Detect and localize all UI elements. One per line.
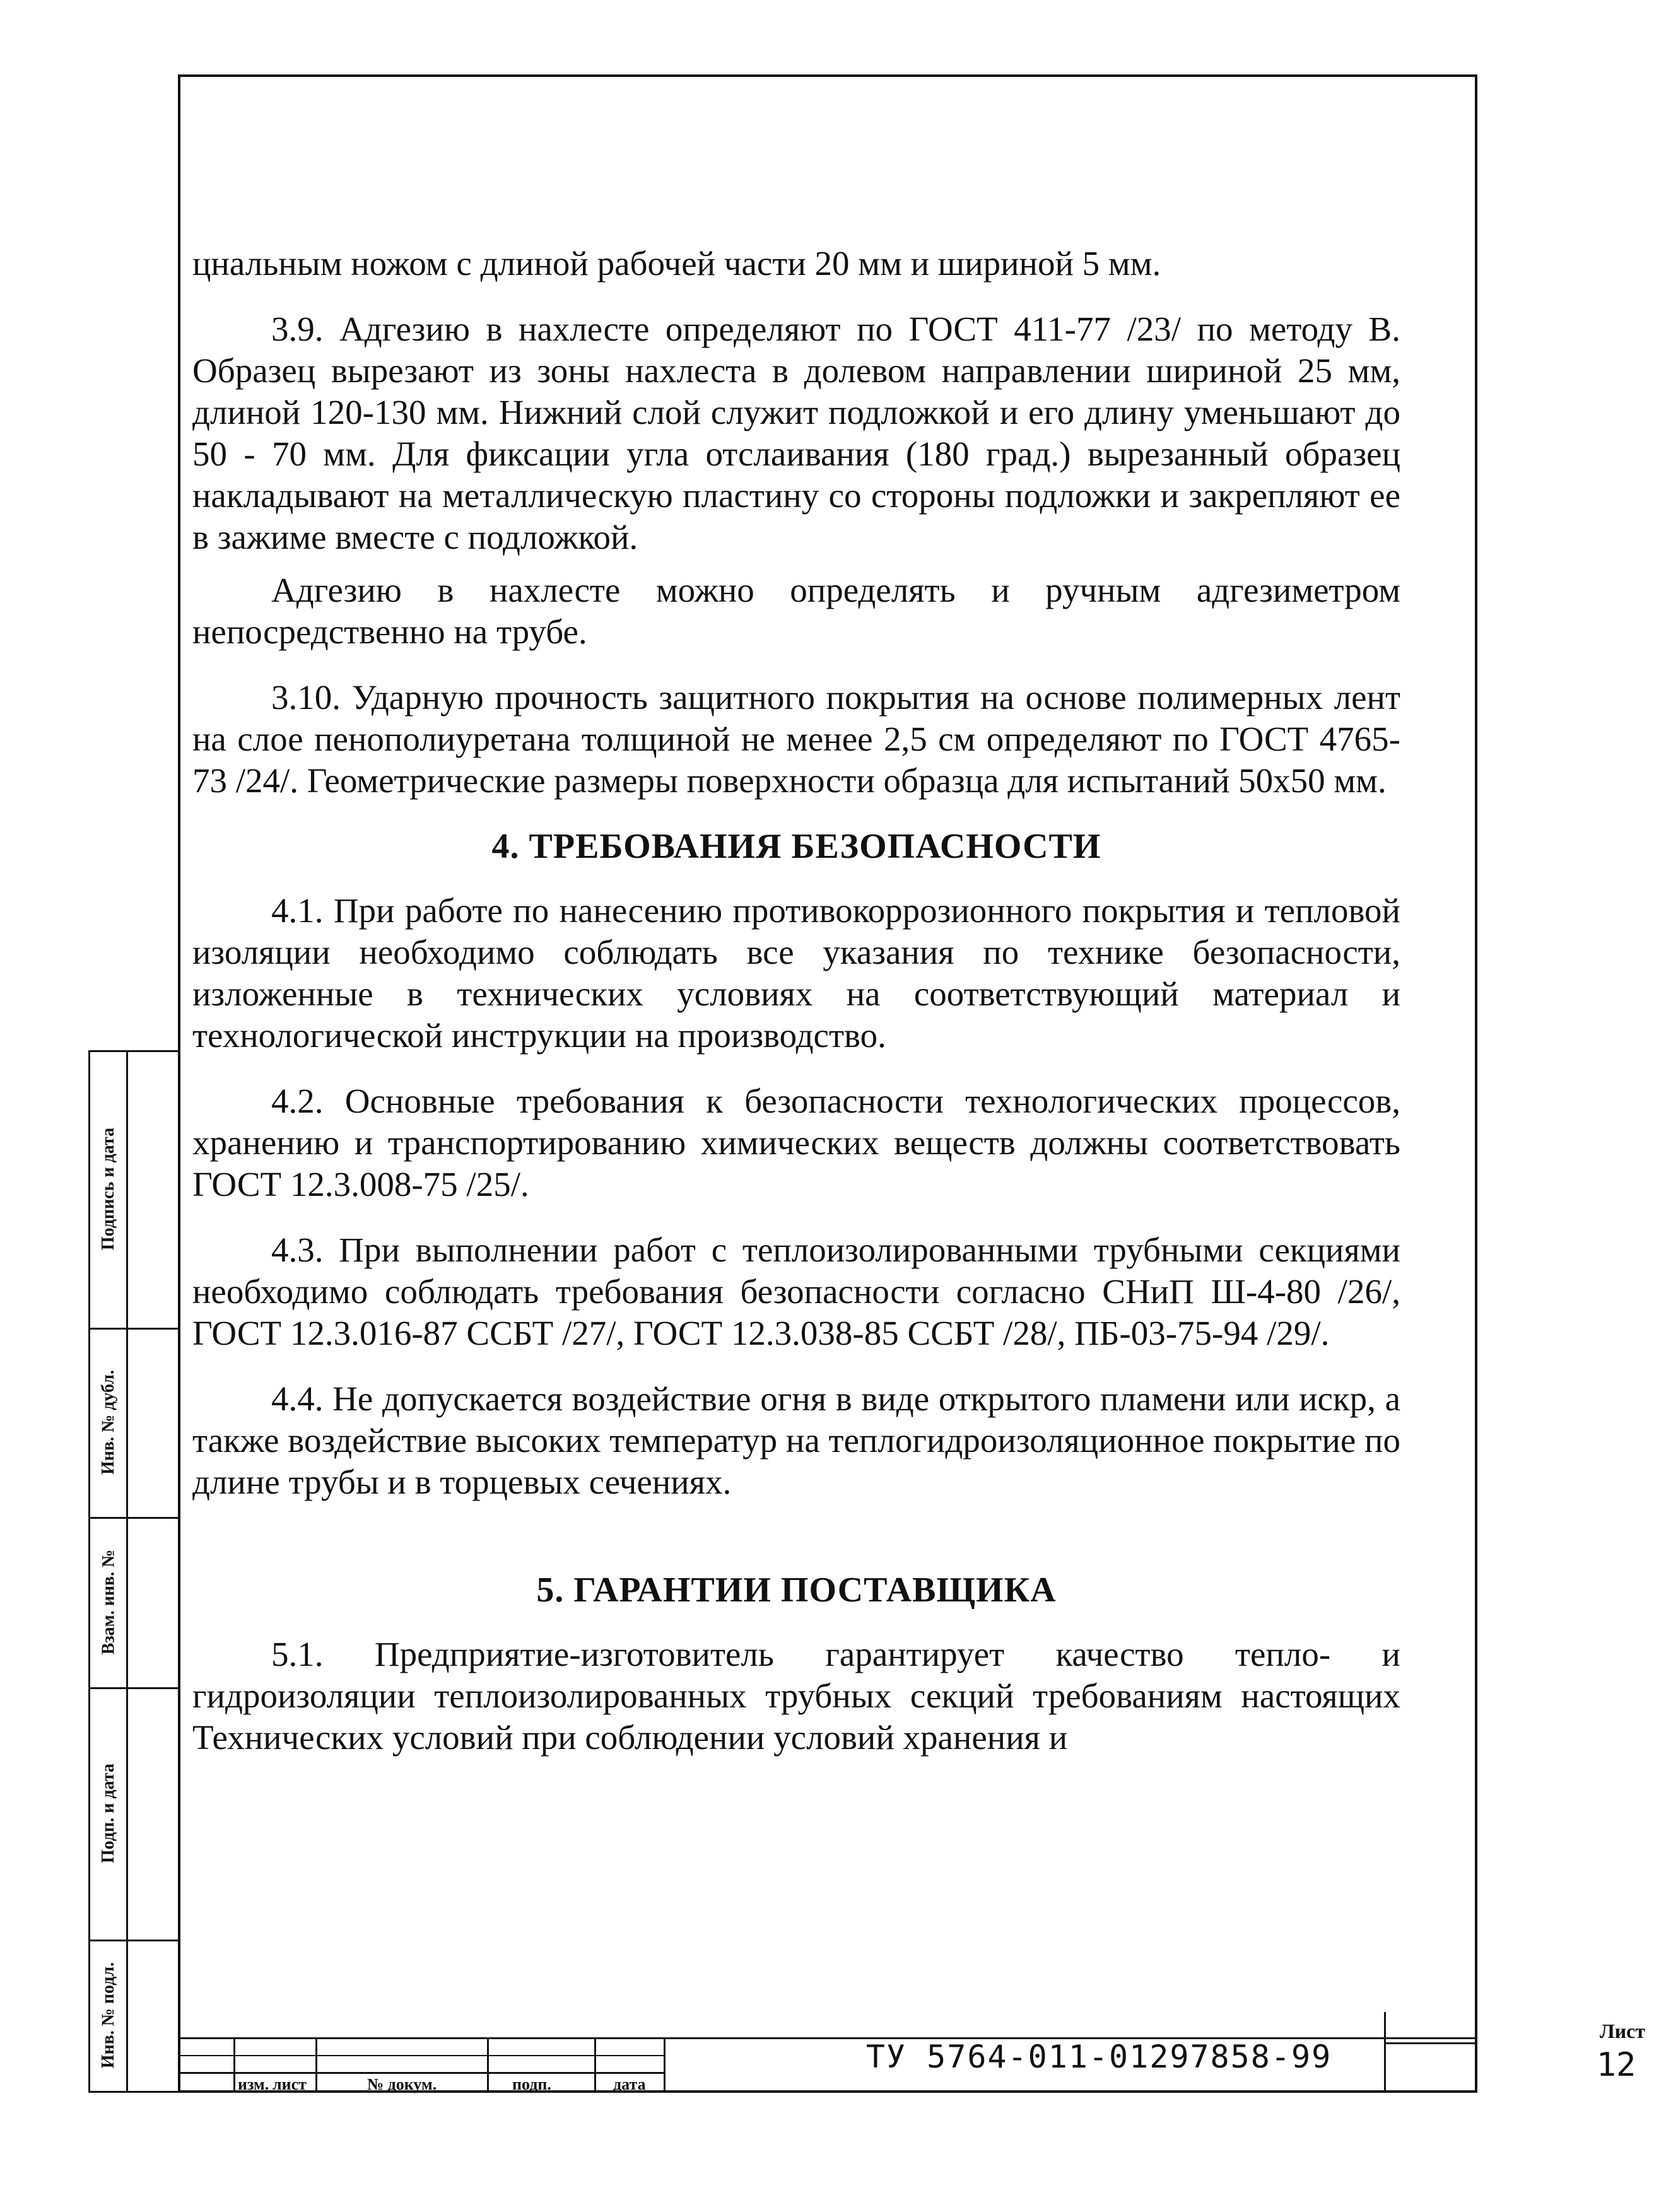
document-body <box>192 243 1400 1758</box>
margin-stamp-column <box>88 1050 178 2093</box>
document-code: ТУ 5764-011-01297858-99 <box>865 2039 1332 2075</box>
paragraph-3-10: 3.10. Ударную прочность защитного покрытия на основе полимерных лент на слое пенополиуретана толщиной не менее 2,5 см определяют по ГОСТ 4765-73 /24/. Геометрические размеры поверхности образца для испытаний 50х50 мм. <box>192 678 1400 800</box>
stamp-vzam-inv: Взам. инв. № <box>98 1549 118 1655</box>
paragraph-3-9-manual: Адгезию в нахлесте можно определять и ручным адгезиметром непосредственно на трубе. <box>192 571 1400 651</box>
title-block-podp: подп. <box>512 2075 551 2093</box>
stamp-inv-dubl: Инв. № дубл. <box>98 1370 119 1475</box>
title-block-list: лист <box>273 2075 307 2093</box>
paragraph-3-8-continuation: цнальным ножом с длиной рабочей части 20 мм и шириной 5 мм. <box>192 244 1161 283</box>
sheet-label: Лист <box>1599 2020 1646 2042</box>
paragraph-4-4: 4.4. Не допускается воздействие огня в виде открытого пламени или искр, а также воздействие высоких температур на теплогидроизоляционное покрытие по длине трубы и в торцевых сечениях. <box>192 1379 1400 1501</box>
paragraph-3-9: 3.9. Адгезию в нахлесте определяют по ГОСТ 411-77 /23/ по методу В. Образец вырезают из зоны нахлеста в долевом направлении шириной 25 мм, длиной 120-130 мм. Нижний слой служит подложкой и его длину уменьшают до 50 - 70 мм. Для фиксации угла отслаивания (180 град.) вырезанный образец накладывают на металлическую пластину со стороны подложки и закрепляют ее в зажиме вместе с подложкой. <box>192 310 1400 556</box>
paragraph-4-1: 4.1. При работе по нанесению противокоррозионного покрытия и тепловой изоляции необходимо соблюдать все указания по технике безопасности, изложенные в технических условиях на соответствующий материал и технологической инструкции на производство. <box>192 891 1400 1055</box>
paragraph-5-1: 5.1. Предприятие-изготовитель гарантирует качество тепло- и гидроизоляции теплоизолированных трубных секций требованиям настоящих Технических условий при соблюдении условий хранения и <box>192 1635 1400 1757</box>
title-block-data: дата <box>613 2075 646 2093</box>
stamp-inv-podl: Инв. № подл. <box>98 1962 118 2069</box>
paragraph-4-3: 4.3. При выполнении работ с теплоизолированными трубными секциями необходимо соблюдать требования безопасности согласно СНиП Ш-4-80 /26/, ГОСТ 12.3.016-87 ССБТ /27/, ГОСТ 12.3.038-85 ССБТ /28/, ПБ-03-75-94 /29/. <box>192 1231 1400 1352</box>
title-block-doc-no: № докум. <box>367 2075 437 2093</box>
section-4-heading: 4. ТРЕБОВАНИЯ БЕЗОПАСНОСТИ <box>491 827 1101 866</box>
title-block-izm: изм. <box>238 2075 269 2093</box>
title-block <box>178 2020 1646 2093</box>
paragraph-4-2: 4.2. Основные требования к безопасности технологических процессов, хранению и транспортированию химических веществ должны соответствовать ГОСТ 12.3.008-75 /25/. <box>192 1082 1400 1203</box>
stamp-podpis-i-data: Подпись и дата <box>98 1127 118 1251</box>
sheet-number: 12 <box>1596 2046 1636 2084</box>
section-5-heading: 5. ГАРАНТИИ ПОСТАВЩИКА <box>536 1571 1057 1610</box>
stamp-podp-i-data: Подп. и дата <box>98 1764 118 1863</box>
